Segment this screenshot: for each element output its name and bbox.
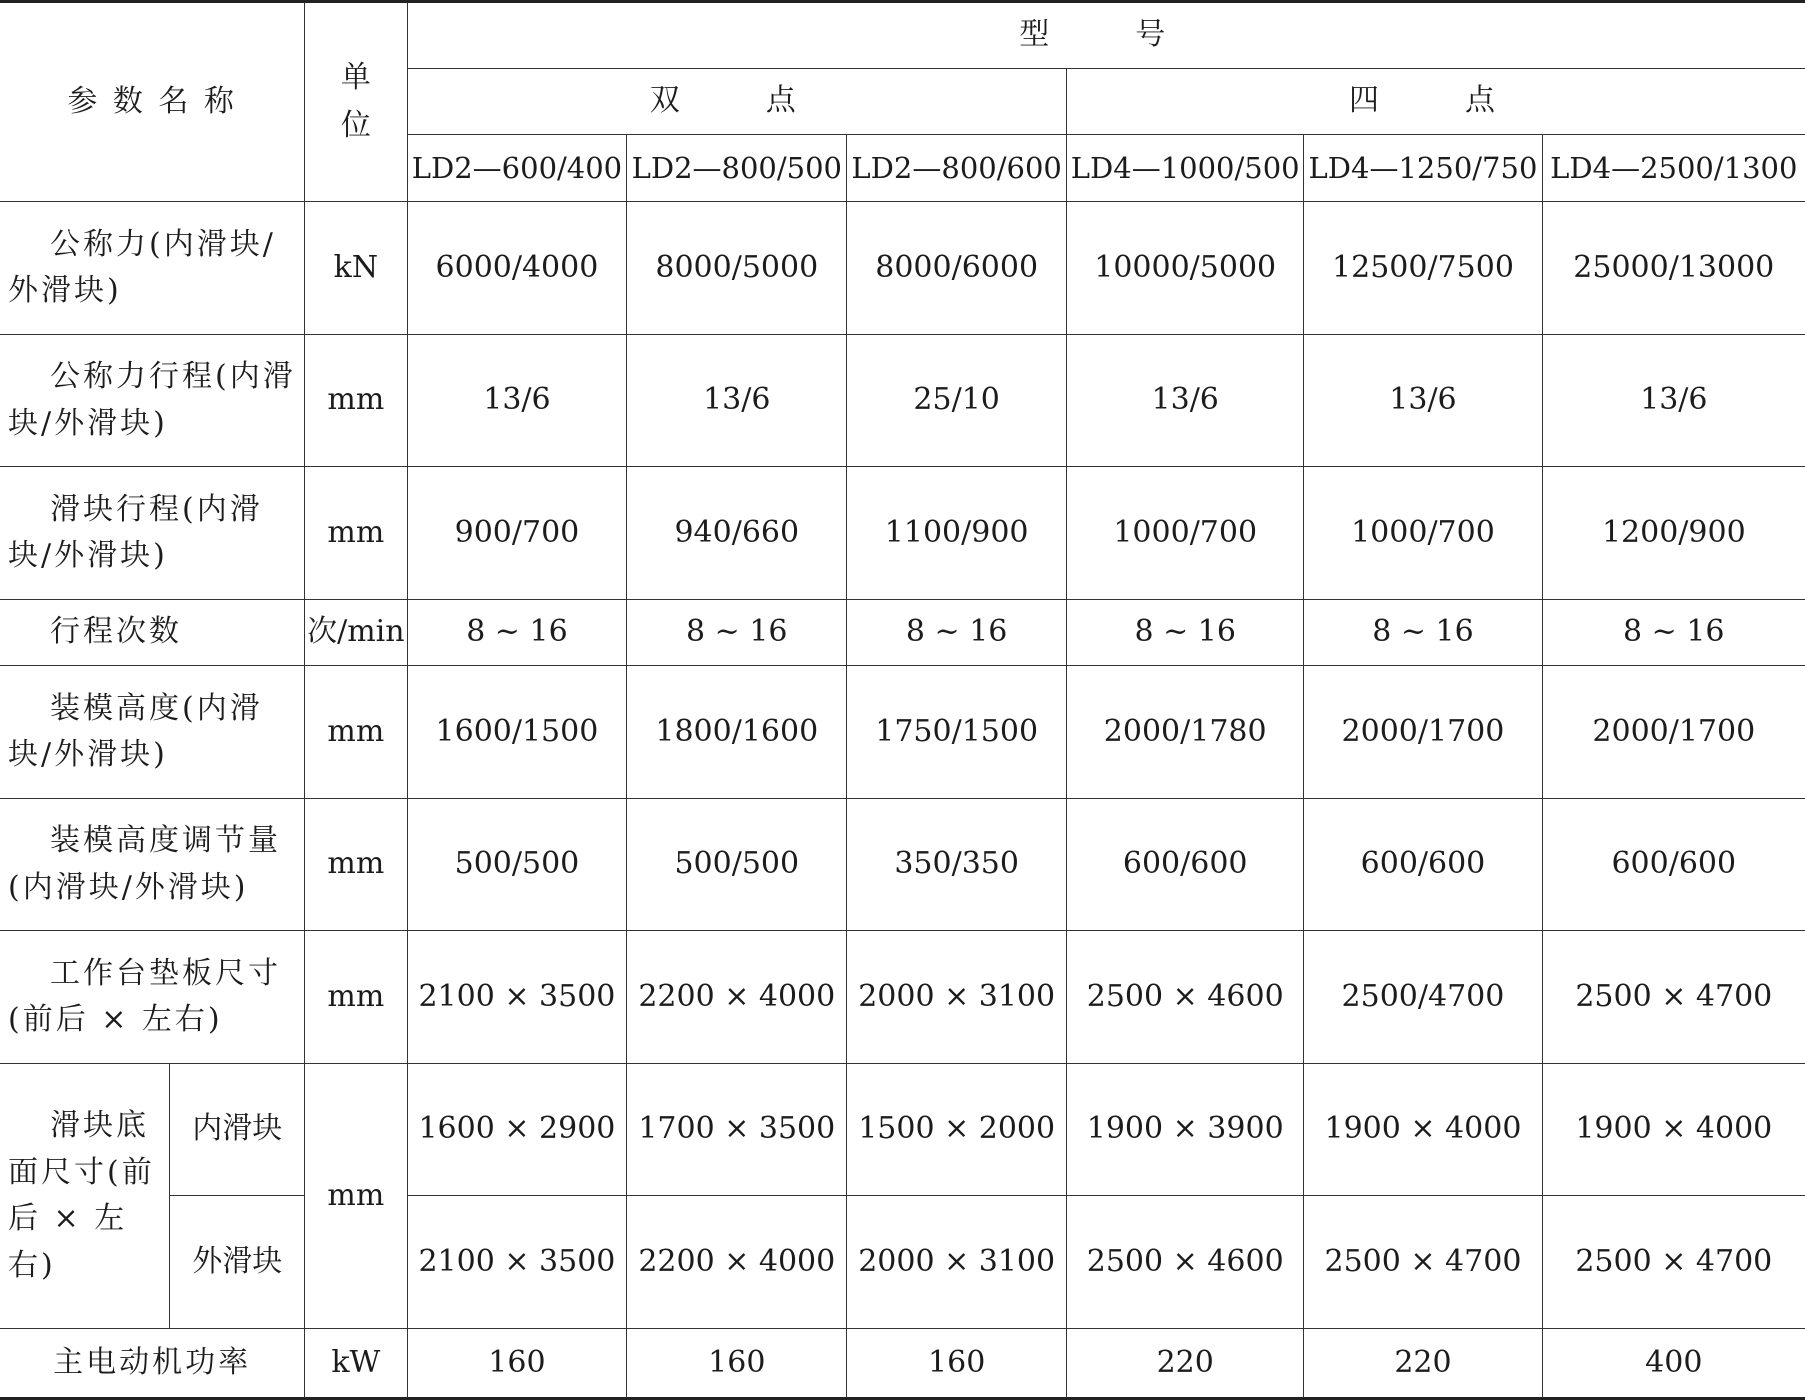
table-cell: 2100 × 3500 [407, 931, 627, 1064]
header-group-double: 双 点 [407, 69, 1067, 135]
table-cell: 2500 × 4600 [1067, 931, 1304, 1064]
table-row [0, 600, 1805, 666]
table-cell: 8 ~ 16 [407, 600, 627, 666]
table-cell: 1900 × 3900 [1067, 1064, 1304, 1196]
row-label-slider-bottom: 滑块底面尺寸(前后 × 左右) [0, 1064, 170, 1329]
table-cell: 2200 × 4000 [627, 1196, 847, 1329]
table-cell: 2000/1780 [1067, 666, 1304, 799]
table-cell: 220 [1067, 1329, 1304, 1399]
table-cell: 1100/900 [847, 467, 1067, 600]
header-param-name [0, 2, 305, 202]
table-cell: 8 ~ 16 [627, 600, 847, 666]
table-cell: 13/6 [407, 335, 627, 467]
table-cell: 1900 × 4000 [1542, 1064, 1805, 1196]
table-cell: 220 [1304, 1329, 1542, 1399]
row-unit: mm [305, 666, 407, 799]
row-unit: mm [305, 1064, 407, 1329]
table-cell: 2500/4700 [1304, 931, 1542, 1064]
header-group-quad: 四 点 [1067, 69, 1805, 135]
table-row [0, 1329, 1805, 1399]
table-row [0, 202, 1805, 335]
row-unit: mm [305, 467, 407, 600]
table-cell: 8 ~ 16 [1542, 600, 1805, 666]
row-unit: mm [305, 335, 407, 467]
header-model: 型 号 [407, 2, 1805, 69]
model-header: LD4—1250/750 [1304, 135, 1542, 202]
table-cell: 1000/700 [1304, 467, 1542, 600]
table-cell: 1750/1500 [847, 666, 1067, 799]
table-cell: 6000/4000 [407, 202, 627, 335]
table-cell: 1900 × 4000 [1304, 1064, 1542, 1196]
header-unit-label: 单 位 [340, 60, 371, 143]
table-cell: 2500 × 4600 [1067, 1196, 1304, 1329]
table-cell: 2000 × 3100 [847, 1196, 1067, 1329]
model-header: LD4—2500/1300 [1542, 135, 1805, 202]
table-cell: 8 ~ 16 [1067, 600, 1304, 666]
row-unit: mm [305, 799, 407, 931]
table-cell: 600/600 [1304, 799, 1542, 931]
table-cell: 600/600 [1067, 799, 1304, 931]
table-cell: 1600 × 2900 [407, 1064, 627, 1196]
table-cell: 10000/5000 [1067, 202, 1304, 335]
row-label: 工作台垫板尺寸(前后 × 左右) [0, 931, 305, 1064]
table-cell: 1700 × 3500 [627, 1064, 847, 1196]
table-row [0, 931, 1805, 1064]
table-cell: 900/700 [407, 467, 627, 600]
table-cell: 2100 × 3500 [407, 1196, 627, 1329]
table-cell: 2500 × 4700 [1542, 931, 1805, 1064]
table-cell: 1500 × 2000 [847, 1064, 1067, 1196]
model-header: LD4—1000/500 [1067, 135, 1304, 202]
table-cell: 2500 × 4700 [1304, 1196, 1542, 1329]
table-cell: 1600/1500 [407, 666, 627, 799]
model-header: LD2—800/500 [627, 135, 847, 202]
row-unit: kN [305, 202, 407, 335]
table-cell: 8000/5000 [627, 202, 847, 335]
table-cell: 400 [1542, 1329, 1805, 1399]
row-unit: kW [305, 1329, 407, 1399]
table-row [0, 1196, 1805, 1329]
table-cell: 160 [407, 1329, 627, 1399]
table-cell: 13/6 [1067, 335, 1304, 467]
table-cell: 2500 × 4700 [1542, 1196, 1805, 1329]
sub-label-outer: 外滑块 [170, 1196, 305, 1329]
table-cell: 2000 × 3100 [847, 931, 1067, 1064]
table-cell: 160 [847, 1329, 1067, 1399]
table-cell: 1200/900 [1542, 467, 1805, 600]
table-cell: 600/600 [1542, 799, 1805, 931]
header-param-name-label: 参 数 名 称 [67, 83, 237, 119]
row-label: 主电动机功率 [0, 1329, 305, 1399]
header-unit [305, 2, 407, 202]
table-cell: 25000/13000 [1542, 202, 1805, 335]
table-row [0, 467, 1805, 600]
table-cell: 13/6 [627, 335, 847, 467]
row-label: 装模高度调节量(内滑块/外滑块) [0, 799, 305, 931]
table-row [0, 335, 1805, 467]
row-unit: 次/min [305, 600, 407, 666]
table-cell: 13/6 [1304, 335, 1542, 467]
model-header: LD2—600/400 [407, 135, 627, 202]
table-cell: 1800/1600 [627, 666, 847, 799]
table-cell: 2000/1700 [1542, 666, 1805, 799]
table-cell: 2200 × 4000 [627, 931, 847, 1064]
table-row [0, 666, 1805, 799]
row-unit: mm [305, 931, 407, 1064]
row-label: 滑块行程(内滑块/外滑块) [0, 467, 305, 600]
table-cell: 500/500 [627, 799, 847, 931]
row-label: 公称力(内滑块/外滑块) [0, 202, 305, 335]
table-cell: 160 [627, 1329, 847, 1399]
table-cell: 350/350 [847, 799, 1067, 931]
table-cell: 2000/1700 [1304, 666, 1542, 799]
table-cell: 13/6 [1542, 335, 1805, 467]
table-row [0, 1064, 1805, 1196]
table-cell: 8000/6000 [847, 202, 1067, 335]
row-label: 公称力行程(内滑块/外滑块) [0, 335, 305, 467]
row-label: 装模高度(内滑块/外滑块) [0, 666, 305, 799]
table-cell: 500/500 [407, 799, 627, 931]
row-label: 行程次数 [0, 600, 305, 666]
table-cell: 940/660 [627, 467, 847, 600]
table-cell: 25/10 [847, 335, 1067, 467]
model-header: LD2—800/600 [847, 135, 1067, 202]
sub-label-inner: 内滑块 [170, 1064, 305, 1196]
table-cell: 8 ~ 16 [847, 600, 1067, 666]
table-cell: 12500/7500 [1304, 202, 1542, 335]
table-cell: 8 ~ 16 [1304, 600, 1542, 666]
table-cell: 1000/700 [1067, 467, 1304, 600]
table-row [0, 799, 1805, 931]
